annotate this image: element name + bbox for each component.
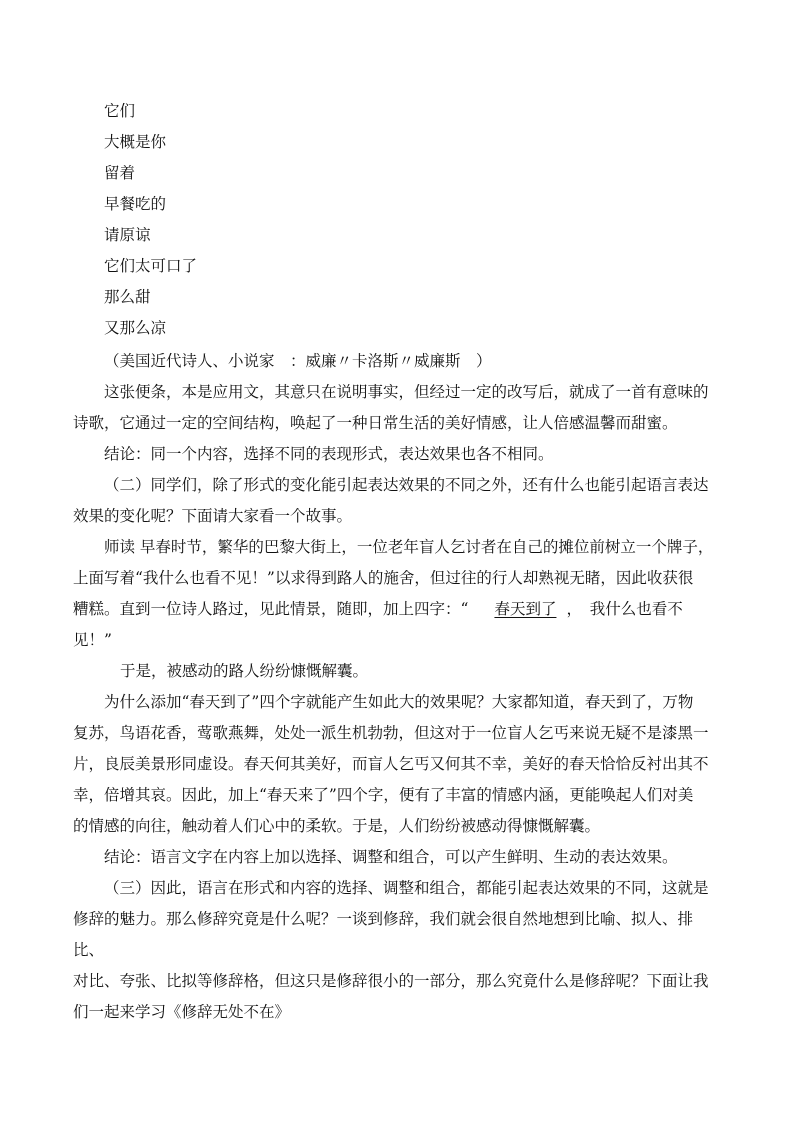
poem (104, 96, 197, 344)
poem-line: 请原谅 (104, 226, 151, 244)
paragraph-line: （二）同学们，除了形式的变化能引起表达效果的不同之外，还有什么也能引起语言表达 (104, 476, 709, 494)
paragraph-line: 对比、夸张、比拟等修辞格，但这只是修辞很小的一部分，那么究竟什么是修辞呢？下面让我 (73, 972, 709, 990)
poem-line: 那么甜 (104, 288, 151, 306)
paragraph-line: 幸，倍增其哀。因此，加上“春天来了”四个字，便有了丰富的情感内涵，更能唤起人们对美 (73, 786, 694, 804)
paragraph-line: 上面写着“我什么也看不见！”以求得到路人的施舍，但过往的行人却熟视无睹，因此收获很 (73, 569, 694, 587)
paragraph-line: 于是，被感动的路人纷纷慷慨解囊。 (120, 662, 369, 680)
paragraph-line: 的情感的向往，触动着人们心中的柔软。于是，人们纷纷被感动得慷慨解囊。 (73, 817, 601, 835)
poem-line: 它们 (104, 102, 136, 120)
conclusion: 结论：同一个内容，选择不同的表现形式，表达效果也各不相同。 (104, 445, 554, 463)
paragraph-line: 们一起来学习《修辞无处不在》 (73, 1003, 291, 1021)
poem-line: 留着 (104, 164, 136, 182)
paragraph-line: 诗歌，它通过一定的空间结构，唤起了一种日常生活的美好情感，让人倍感温馨而甜蜜。 (73, 414, 678, 432)
paragraph-line: 师读 早春时节，繁华的巴黎大街上，一位老年盲人乞讨者在自己的摊位前树立一个牌子， (104, 538, 714, 556)
poem-line: 早餐吃的 (104, 195, 167, 213)
paragraph-line: 这张便条，本是应用文，其意只在说明事实，但经过一定的改写后，就成了一首有意味的 (104, 383, 709, 401)
paragraph-line: 片，良辰美景形同虚设。春天何其美好，而盲人乞丐又何其不幸，美好的春天恰恰反衬出其不 (73, 755, 709, 773)
poem-line: 又那么凉 (104, 319, 167, 337)
story-text: 糟糕。直到一位诗人路过，见此情景，随即，加上四字：“ (73, 600, 469, 618)
poem-line: 大概是你 (104, 133, 167, 151)
paragraph-line: 见！” (73, 631, 112, 649)
paragraph-line: 修辞的魅力。那么修辞究竟是什么呢？一谈到修辞，我们就会很自然地想到比喻、拟人、排比、 (73, 910, 694, 959)
underlined-phrase: 春天到了 (494, 600, 557, 618)
paragraph-line: 复苏，鸟语花香，莺歌燕舞，处处一派生机勃勃，但这对于一位盲人乞丐来说无疑不是漆黑一 (73, 724, 709, 742)
story-text: ， 我什么也看不 (566, 600, 683, 618)
document-body (73, 346, 722, 1028)
poem-line: 它们太可口了 (104, 257, 198, 275)
paragraph-line: 为什么添加“春天到了”四个字就能产生如此大的效果呢？大家都知道，春天到了，万物 (104, 693, 694, 711)
conclusion: 结论：语言文字在内容上加以选择、调整和组合，可以产生鲜明、生动的表达效果。 (104, 848, 678, 866)
attribution: （美国近代诗人、小说家 ：威廉〃卡洛斯〃威廉斯 ） (104, 352, 492, 370)
paragraph-line: （三）因此，语言在形式和内容的选择、调整和组合，都能引起表达效果的不同，这就是 (104, 879, 709, 897)
paragraph-line (73, 594, 722, 625)
paragraph-line: 效果的变化呢？下面请大家看一个故事。 (73, 507, 353, 525)
